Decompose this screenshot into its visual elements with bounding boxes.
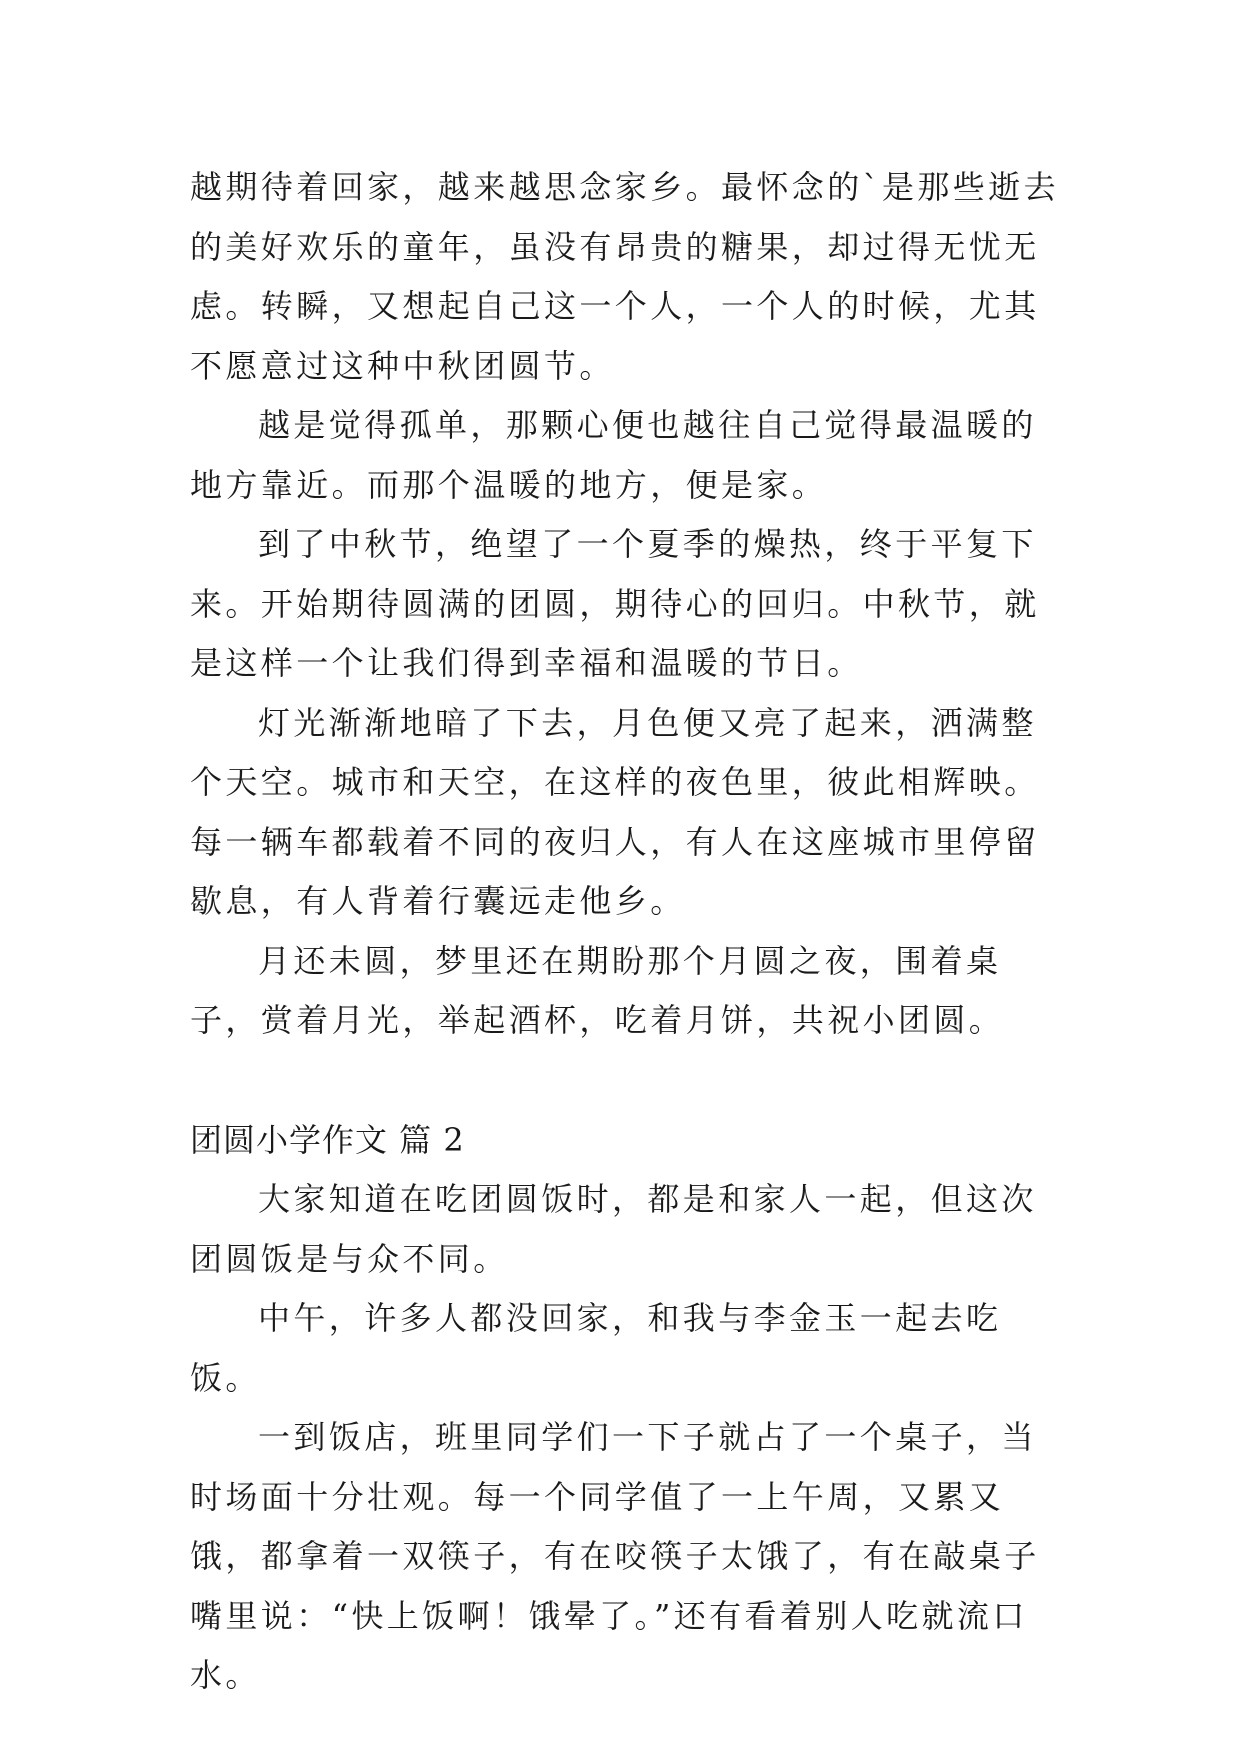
section-spacer bbox=[190, 1051, 1070, 1111]
document-body bbox=[190, 158, 1070, 1706]
paragraph: 灯光渐渐地暗了下去，月色便又亮了起来，洒满整个天空。城市和天空，在这样的夜色里，彼此相辉映。每一辆车都载着不同的夜归人，有人在这座城市里停留歇息，有人背着行囊远走他乡。 bbox=[190, 703, 1040, 920]
paragraph: 到了中秋节，绝望了一个夏季的燥热，终于平复下来。开始期待圆满的团圆，期待心的回归。中秋节，就是这样一个让我们得到幸福和温暖的节日。 bbox=[190, 525, 1040, 682]
paragraph: 中午，许多人都没回家，和我与李金玉一起去吃饭。 bbox=[190, 1299, 1002, 1397]
section-heading: 团圆小学作文 篇 2 bbox=[190, 1120, 465, 1159]
paragraph: 大家知道在吃团圆饭时，都是和家人一起，但这次团圆饭是与众不同。 bbox=[190, 1180, 1037, 1278]
paragraph: 越期待着回家，越来越思念家乡。最怀念的`是那些逝去的美好欢乐的童年，虽没有昂贵的糖果，却过得无忧无虑。转瞬，又想起自己这一个人，一个人的时候，尤其不愿意过这种中秋团圆节。 bbox=[190, 168, 1060, 385]
paragraph: 一到饭店，班里同学们一下子就占了一个桌子，当时场面十分壮观。每一个同学值了一上午周，又累又饿，都拿着一双筷子，有在咬筷子太饿了，有在敲桌子嘴里说：“快上饭啊！饿晕了。”还有看着别人吃就流口水。 bbox=[190, 1418, 1040, 1694]
paragraph: 月还未圆，梦里还在期盼那个月圆之夜，围着桌子，赏着月光，举起酒杯，吃着月饼，共祝小团圆。 bbox=[190, 941, 1005, 1039]
paragraph: 越是觉得孤单，那颗心便也越往自己觉得最温暖的地方靠近。而那个温暖的地方，便是家。 bbox=[190, 406, 1037, 504]
